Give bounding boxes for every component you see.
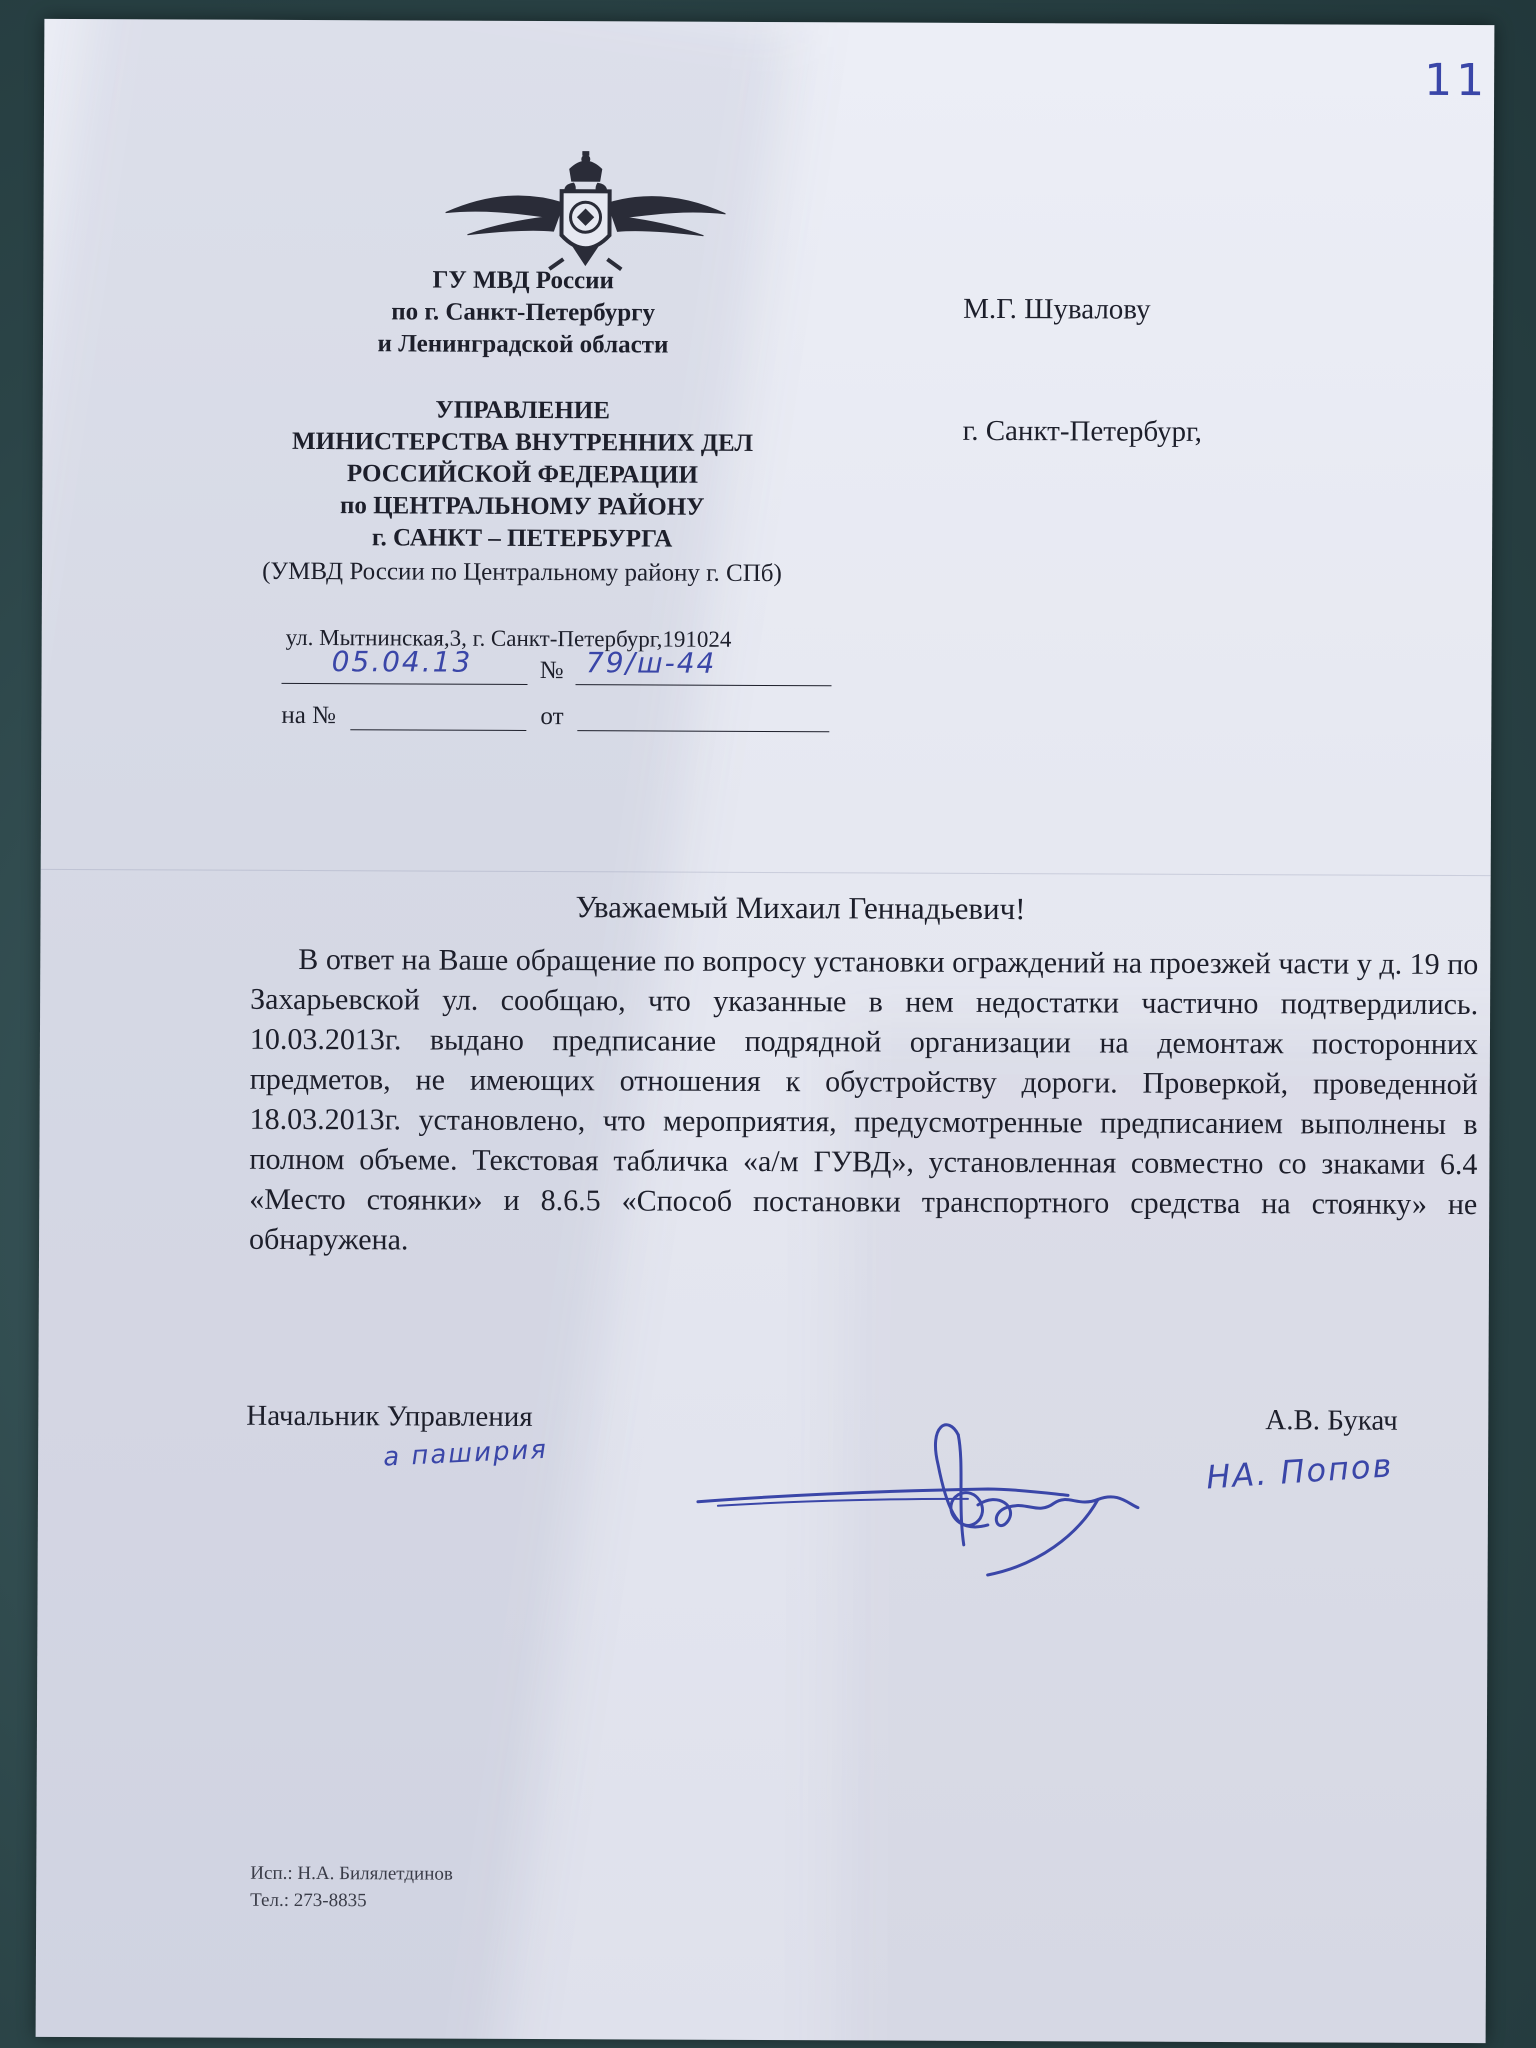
org-line: и Ленинградской области xyxy=(377,330,669,359)
dept-header xyxy=(242,394,803,556)
number-field xyxy=(576,646,832,686)
body-paragraph: В ответ на Ваше обращение по вопросу установки ограждений на проезжей части у д. 19 по Захарьевской ул. сообщаю, что указанные в нем недостатки частично подтвердились. 10.03.2013г. выдано предписание подрядной организации на демонтаж посторонних предметов, не имеющих отношения к обустройству дороги. Проверкой, проведенной 18.03.2013г. установлено, что мероприятия, предусмотренные предписанием выполнены в полном объеме. Текстовая табличка «а/м ГУВД», установленная совместно со знаками 6.4 «Место стоянки» и 8.6.5 «Способ постановки транспортного средства на стоянку» не обнаружена. xyxy=(249,942,1479,1257)
org-line: ГУ МВД России xyxy=(432,266,615,295)
recipient-name: М.Г. Шувалову xyxy=(963,292,1151,326)
paper-fold-line xyxy=(41,869,1491,876)
dept-abbrev: (УМВД России по Центральному району г. СПб) xyxy=(262,557,782,588)
letter-body xyxy=(249,940,1478,1265)
dept-address: ул. Мытнинская,3, г. Санкт-Петербург,191024 xyxy=(285,624,732,652)
dept-line: УПРАВЛЕНИЕ xyxy=(435,396,611,425)
handwritten-note-left: а паширия xyxy=(382,1434,549,1473)
salutation: Уважаемый Михаил Геннадьевич! xyxy=(575,889,1026,927)
signer-title: Начальник Управления xyxy=(246,1399,533,1433)
org-line: по г. Санкт-Петербургу xyxy=(391,298,656,327)
outgoing-ref-line xyxy=(282,645,842,686)
incoming-ref-line xyxy=(281,702,841,732)
dept-line: г. САНКТ – ПЕТЕРБУРГА xyxy=(371,524,673,553)
on-number-field xyxy=(350,703,526,731)
handwritten-date: 05.04.13 xyxy=(331,645,473,679)
handwritten-signature xyxy=(658,1394,1179,1606)
dept-line: МИНИСТЕРСТВА ВНУТРЕННИХ ДЕЛ xyxy=(292,427,754,457)
signer-name: А.В. Букач xyxy=(1265,1404,1398,1437)
executor-phone: Тел.: 273-8835 xyxy=(250,1889,367,1912)
page-number: 11 xyxy=(1424,54,1489,107)
from-field xyxy=(578,704,830,732)
executor-name: Исп.: Н.А. Билялетдинов xyxy=(250,1862,453,1885)
document-sheet xyxy=(36,19,1495,2043)
dept-line: РОССИЙСКОЙ ФЕДЕРАЦИИ xyxy=(346,460,699,489)
executor-footer xyxy=(250,1860,453,1915)
org-header xyxy=(243,264,803,362)
from-label: от xyxy=(540,703,564,731)
recipient-city: г. Санкт-Петербург, xyxy=(962,414,1202,448)
number-sign: № xyxy=(539,657,564,685)
handwritten-note-right: НА. Попов xyxy=(1205,1446,1395,1497)
on-number-label: на № xyxy=(281,701,337,730)
dept-line: по ЦЕНТРАЛЬНОМУ РАЙОНУ xyxy=(339,492,705,521)
date-field xyxy=(282,645,528,685)
handwritten-number: 79/ш-44 xyxy=(585,646,717,680)
